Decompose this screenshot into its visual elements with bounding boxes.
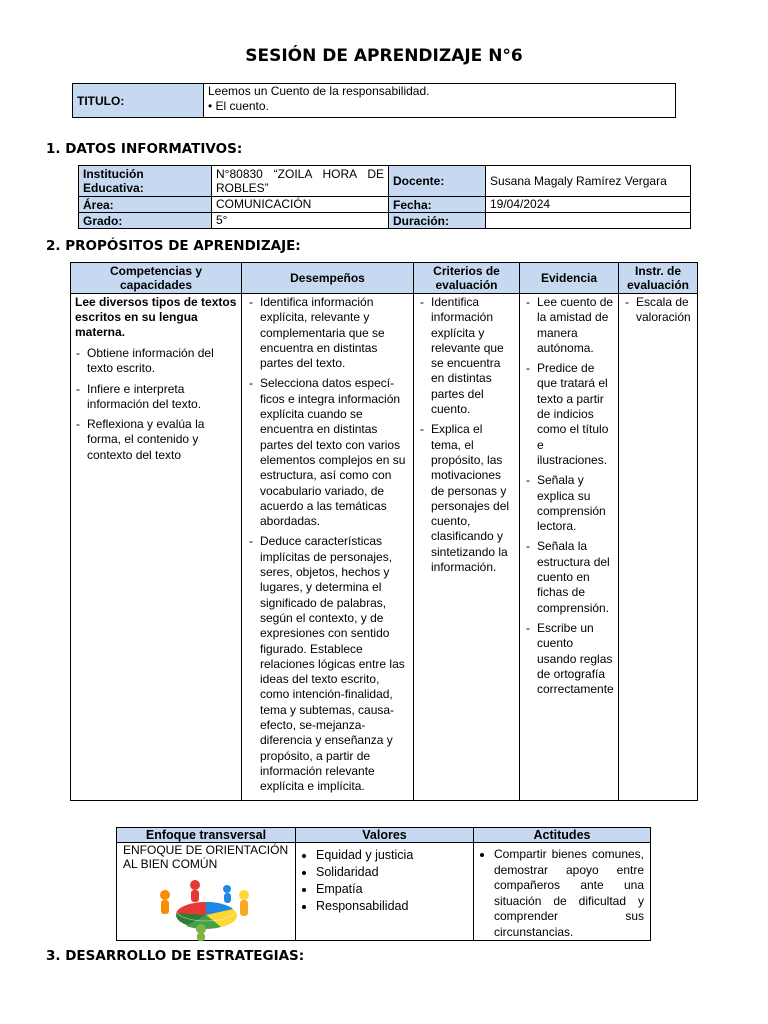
enfoque-table: [116, 827, 651, 941]
enfoque-cell: [117, 843, 296, 941]
actitudes-cell: [474, 843, 651, 941]
teamwork-puzzle-icon: [151, 877, 261, 941]
header-evidencia: Evidencia: [520, 263, 619, 294]
fecha-value: 19/04/2024: [486, 197, 691, 213]
duracion-value: [486, 213, 691, 229]
header-actitudes: Actitudes: [474, 828, 651, 843]
section-desarrollo-estrategias: 3. DESARROLLO DE ESTRATEGIAS:: [46, 948, 305, 964]
fecha-label: Fecha:: [389, 197, 486, 213]
institucion-label: Institución Educativa:: [79, 166, 212, 197]
valor-item: • Empatía: [316, 881, 469, 898]
evidencia-item: - Señala la estructura del cuento en fichas de comprensión.: [525, 539, 614, 615]
desempeno-item: - Selecciona datos especí-ficos e integra información explícita cuando se encuentra en distintas partes del texto con varios elementos complejos en su estructura, así como con vocabulario variado, de acuerdo a las temáticas abordadas.: [248, 376, 407, 529]
competencias-cell: [71, 294, 242, 801]
valores-cell: [296, 843, 474, 941]
docente-value: Susana Magaly Ramírez Vergara: [486, 166, 691, 197]
evidencia-list: [525, 295, 614, 697]
instrumentos-list: [624, 295, 693, 326]
criterio-item: - Explica el tema, el propósito, las motivaciones de personas y personajes del cuento, clasificando y sintetizando la información.: [419, 422, 515, 575]
section-propositos: 2. PROPÓSITOS DE APRENDIZAJE:: [46, 238, 301, 254]
instrumentos-cell: [619, 294, 698, 801]
docente-label: Docente:: [389, 166, 486, 197]
desempenos-cell: [242, 294, 414, 801]
header-valores: Valores: [296, 828, 474, 843]
valor-item: • Solidaridad: [316, 864, 469, 881]
institucion-value: N°80830 “ZOILA HORA DE ROBLES”: [212, 166, 389, 197]
datos-table: [78, 165, 691, 229]
enfoque-name: ENFOQUE DE ORIENTACIÓN AL BIEN COMÚN: [123, 843, 289, 871]
evidencia-item: - Escribe un cuento usando reglas de ortografía correctamente: [525, 621, 614, 697]
area-label: Área:: [79, 197, 212, 213]
actitudes-list: [476, 847, 644, 940]
grado-value: 5°: [212, 213, 389, 229]
header-desempenos: Desempeños: [242, 263, 414, 294]
desempeno-item: - Identifica información explícita, relevante y complementaria que se encuentra en distintas partes del texto.: [248, 295, 407, 371]
area-value: COMUNICACIÓN: [212, 197, 389, 213]
desempeno-item: - Deduce características implícitas de personajes, seres, objetos, hechos y lugares, y determina el significado de palabras, según el contexto, y de expresiones con sentido figurado. Establece relaciones lógicas entre las ideas del texto escrito, como intención-finalidad, tema y subtemas, causa-efecto, se-mejanza-diferencia y enseñanza y propósito, a partir de información relevante explícita e implícita.: [248, 534, 407, 794]
desempenos-list: [248, 295, 407, 795]
capacidad-item: - Reflexiona y evalúa la forma, el contenido y contexto del texto: [75, 417, 237, 463]
header-instrumentos: Instr. de evaluación: [619, 263, 698, 294]
titulo-line-1: Leemos un Cuento de la responsabilidad.: [208, 84, 430, 98]
evidencia-item: - Predice de que tratará el texto a partir de indicios como el título e ilustraciones.: [525, 361, 614, 468]
titulo-table: [72, 83, 676, 118]
instrumento-item: - Escala de valoración: [624, 295, 693, 326]
competencia-title: Lee diversos tipos de textos escritos en su lengua materna.: [75, 295, 237, 339]
evidencia-item: - Señala y explica su comprensión lectora.: [525, 473, 614, 534]
header-criterios: Criterios de evaluación: [414, 263, 520, 294]
criterio-item: - Identifica información explícita y relevante que se encuentra en distintas partes del cuento.: [419, 295, 515, 417]
capacidad-item: - Infiere e interpreta información del texto.: [75, 382, 237, 413]
section-datos-informativos: 1. DATOS INFORMATIVOS:: [46, 141, 243, 157]
valores-list: [298, 847, 469, 915]
capacidad-item: - Obtiene información del texto escrito.: [75, 346, 237, 377]
evidencia-item: - Lee cuento de la amistad de manera autónoma.: [525, 295, 614, 356]
titulo-value: [204, 84, 676, 118]
criterios-cell: [414, 294, 520, 801]
document-title: SESIÓN DE APRENDIZAJE N°6: [245, 46, 523, 66]
header-competencias: Competencias y capacidades: [71, 263, 242, 294]
valor-item: • Responsabilidad: [316, 898, 469, 915]
grado-label: Grado:: [79, 213, 212, 229]
valor-item: • Equidad y justicia: [316, 847, 469, 864]
capacidades-list: [75, 346, 237, 463]
titulo-line-2: • El cuento.: [208, 99, 269, 113]
header-enfoque: Enfoque transversal: [117, 828, 296, 843]
criterios-list: [419, 295, 515, 575]
duracion-label: Duración:: [389, 213, 486, 229]
evidencia-cell: [520, 294, 619, 801]
actitud-item: • Compartir bienes comunes, demostrar apoyo entre compañeros ante una situación de dificultad y comprender sus circunstancias.: [494, 847, 644, 940]
titulo-label: TITULO:: [73, 84, 204, 118]
propositos-table: [70, 262, 698, 801]
